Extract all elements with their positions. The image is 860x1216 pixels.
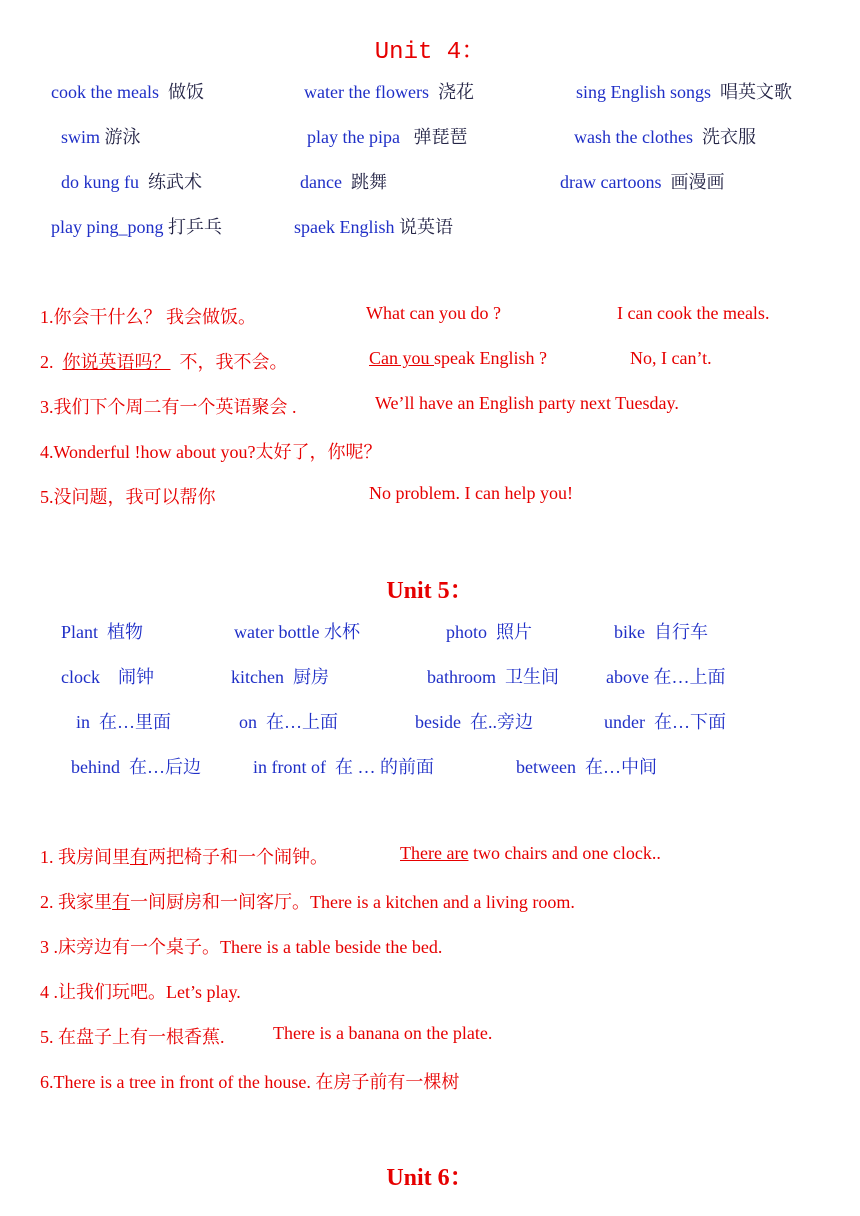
vocab-item: draw cartoons 画漫画 [560, 172, 725, 192]
sentence-zh: 1.你会干什么？ 我会做饭。 [40, 307, 256, 327]
unit4-title: Unit 4： [374, 39, 486, 66]
vocab-item: between 在…中间 [516, 757, 657, 777]
vocab-item: do kung fu 练武术 [61, 172, 202, 192]
sentence-en: There is a banana on the plate. [273, 1023, 493, 1043]
vocab-item: kitchen 厨房 [231, 667, 329, 687]
sentence-en: There are two chairs and one clock.. [400, 843, 661, 863]
vocab-item: in front of 在 … 的前面 [253, 757, 434, 777]
sentence-en: Can you speak English ? [369, 348, 547, 368]
vocab-item: bike 自行车 [614, 622, 708, 642]
sentence-en: What can you do ? [366, 303, 501, 323]
vocab-item: bathroom 卫生间 [427, 667, 559, 687]
sentence-en: No problem. I can help you! [369, 483, 573, 503]
sentence-zh: 5.没问题，我可以帮你 [40, 487, 216, 507]
vocab-item: on 在…上面 [239, 712, 338, 732]
vocab-item: clock 闹钟 [61, 667, 154, 687]
vocab-item: above 在…上面 [606, 667, 726, 687]
sentence: 4 .让我们玩吧。Let’s play. [40, 982, 241, 1002]
vocab-item: water the flowers 浇花 [304, 82, 474, 102]
vocab-item: wash the clothes 洗衣服 [574, 127, 756, 147]
vocab-item: dance 跳舞 [300, 172, 387, 192]
vocab-item: play the pipa 弹琵琶 [307, 127, 468, 147]
vocab-item: play ping_pong 打乒乓 [51, 217, 222, 237]
vocab-item: water bottle 水杯 [234, 622, 360, 642]
sentence-en: No, I can’t. [630, 348, 712, 368]
vocab-item: in 在…里面 [76, 712, 172, 732]
sentence-zh: 3.我们下个周二有一个英语聚会 . [40, 397, 297, 417]
unit6-title: Unit 6： [386, 1165, 474, 1191]
sentence-en: I can cook the meals. [617, 303, 770, 323]
sentence: 2. 我家里有一间厨房和一间客厅。There is a kitchen and a living room. [40, 892, 575, 912]
sentence: 6.There is a tree in front of the house. 在房子前有一棵树 [40, 1072, 460, 1092]
sentence: 3 .床旁边有一个桌子。There is a table beside the bed. [40, 937, 443, 957]
vocab-item: behind 在…后边 [71, 757, 201, 777]
sentence-en: We’ll have an English party next Tuesday. [375, 393, 679, 413]
vocab-item: sing English songs 唱英文歌 [576, 82, 793, 102]
vocab-item: swim 游泳 [61, 127, 141, 147]
unit5-title: Unit 5： [386, 578, 474, 604]
sentence-zh: 2. 你说英语吗？ 不，我不会。 [40, 352, 288, 372]
vocab-item: beside 在..旁边 [415, 712, 533, 732]
sentence-zh: 5. 在盘子上有一根香蕉. [40, 1027, 225, 1047]
vocab-item: cook the meals 做饭 [51, 82, 204, 102]
vocab-item: photo 照片 [446, 622, 533, 642]
sentence: 4.Wonderful !how about you?太好了，你呢？ [40, 442, 382, 462]
sentence-zh: 1. 我房间里有两把椅子和一个闹钟。 [40, 847, 328, 867]
vocab-item: spaek English 说英语 [294, 217, 453, 237]
vocab-item: under 在…下面 [604, 712, 726, 732]
vocab-item: Plant 植物 [61, 622, 144, 642]
